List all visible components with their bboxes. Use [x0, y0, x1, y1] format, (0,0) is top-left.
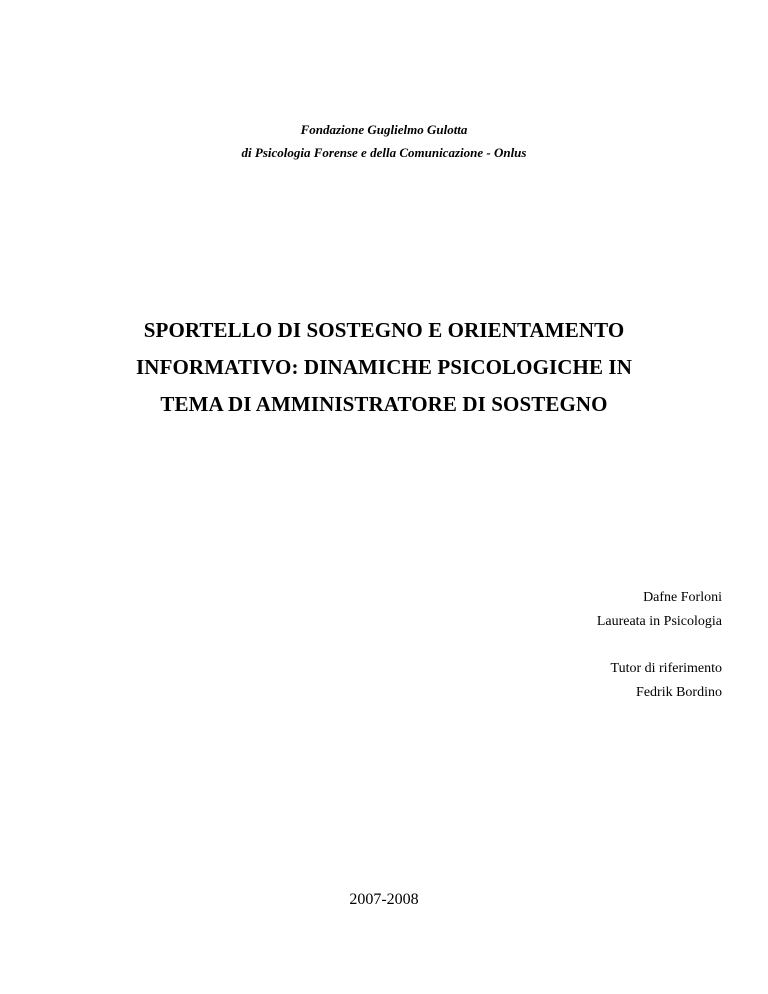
foundation-subtitle: di Psicologia Forense e della Comunicazione - Onlus — [241, 145, 527, 160]
academic-year: 2007-2008 — [349, 891, 419, 908]
author-name: Dafne Forloni — [643, 590, 722, 605]
tutor-info — [611, 657, 722, 705]
title-line-1: SPORTELLO DI SOSTEGNO E ORIENTAMENTO — [143, 318, 625, 342]
document-title — [0, 312, 768, 423]
foundation-name: Fondazione Guglielmo Gulotta — [300, 122, 468, 137]
title-line-3: TEMA DI AMMINISTRATORE DI SOSTEGNO — [160, 392, 608, 416]
author-degree: Laureata in Psicologia — [596, 614, 722, 629]
title-line-2: INFORMATIVO: DINAMICHE PSICOLOGICHE IN — [136, 355, 632, 379]
tutor-name: Fedrik Bordino — [636, 685, 722, 700]
author-info — [597, 586, 722, 634]
foundation-header — [0, 118, 768, 164]
tutor-label: Tutor di riferimento — [610, 661, 722, 676]
